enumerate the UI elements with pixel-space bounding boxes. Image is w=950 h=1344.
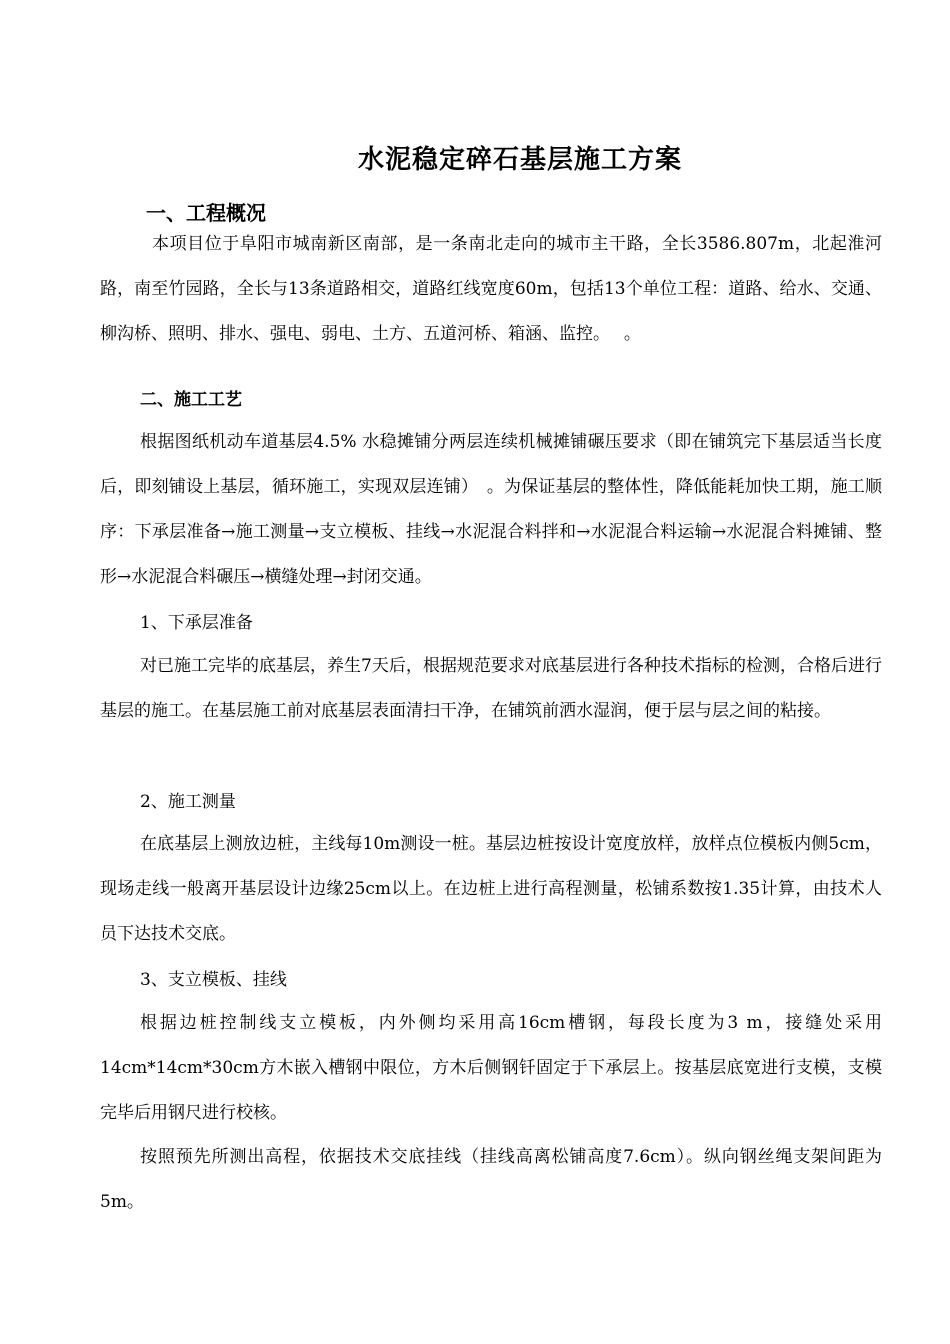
subsection-heading-formwork: 3、支立模板、挂线: [140, 970, 287, 990]
section-heading-process: 二、施工工艺: [140, 390, 242, 410]
formwork-paragraph: 根据边桩控制线支立模板，内外侧均采用高16cm槽钢，每段长度为3 m，接缝处采用14cm*14cm*30cm方木嵌入槽钢中限位，方木后侧钢钎固定于下承层上。按基层底宽进行支模，支模完毕后用钢尺进行校核。: [100, 1013, 882, 1123]
overview-paragraph: 本项目位于阜阳市城南新区南部，是一条南北走向的城市主干路，全长3586.807m，北起淮河路，南至竹园路，全长与13条道路相交，道路红线宽度60m，包括13个单位工程：道路、给水、交通、柳沟桥、照明、排水、强电、弱电、土方、五道河桥、箱涵、监控。 。: [100, 234, 882, 344]
document-title: 水泥稳定碎石基层施工方案: [357, 145, 682, 175]
subsection-heading-survey: 2、施工测量: [140, 792, 236, 812]
survey-paragraph: 在底基层上测放边桩，主线每10m测设一桩。基层边桩按设计宽度放样，放样点位模板内侧5cm，现场走线一般离开基层设计边缘25cm以上。在边桩上进行高程测量，松铺系数按1.35计算，由技术人员下达技术交底。: [100, 834, 882, 944]
process-intro-paragraph: 根据图纸机动车道基层4.5% 水稳摊铺分两层连续机械摊铺碾压要求（即在铺筑完下基层适当长度后，即刻铺设上基层，循环施工，实现双层连铺） 。为保证基层的整体性，降低能耗加快工期，施工顺序：下承层准备→施工测量→支立模板、挂线→水泥混合料拌和→水泥混合料运输→水泥混合料摊铺、整形→水泥混合料碾压→横缝处理→封闭交通。: [100, 432, 882, 587]
base-prep-paragraph: 对已施工完毕的底基层，养生7天后，根据规范要求对底基层进行各种技术指标的检测，合格后进行基层的施工。在基层施工前对底基层表面清扫干净，在铺筑前洒水湿润，便于层与层之间的粘接。: [100, 656, 882, 721]
subsection-heading-base-prep: 1、下承层准备: [140, 613, 253, 633]
string-line-paragraph: 按照预先所测出高程，依据技术交底挂线（挂线高离松铺高度7.6cm）。纵向钢丝绳支架间距为5m。: [100, 1147, 882, 1212]
section-heading-overview: 一、工程概况: [146, 201, 266, 225]
